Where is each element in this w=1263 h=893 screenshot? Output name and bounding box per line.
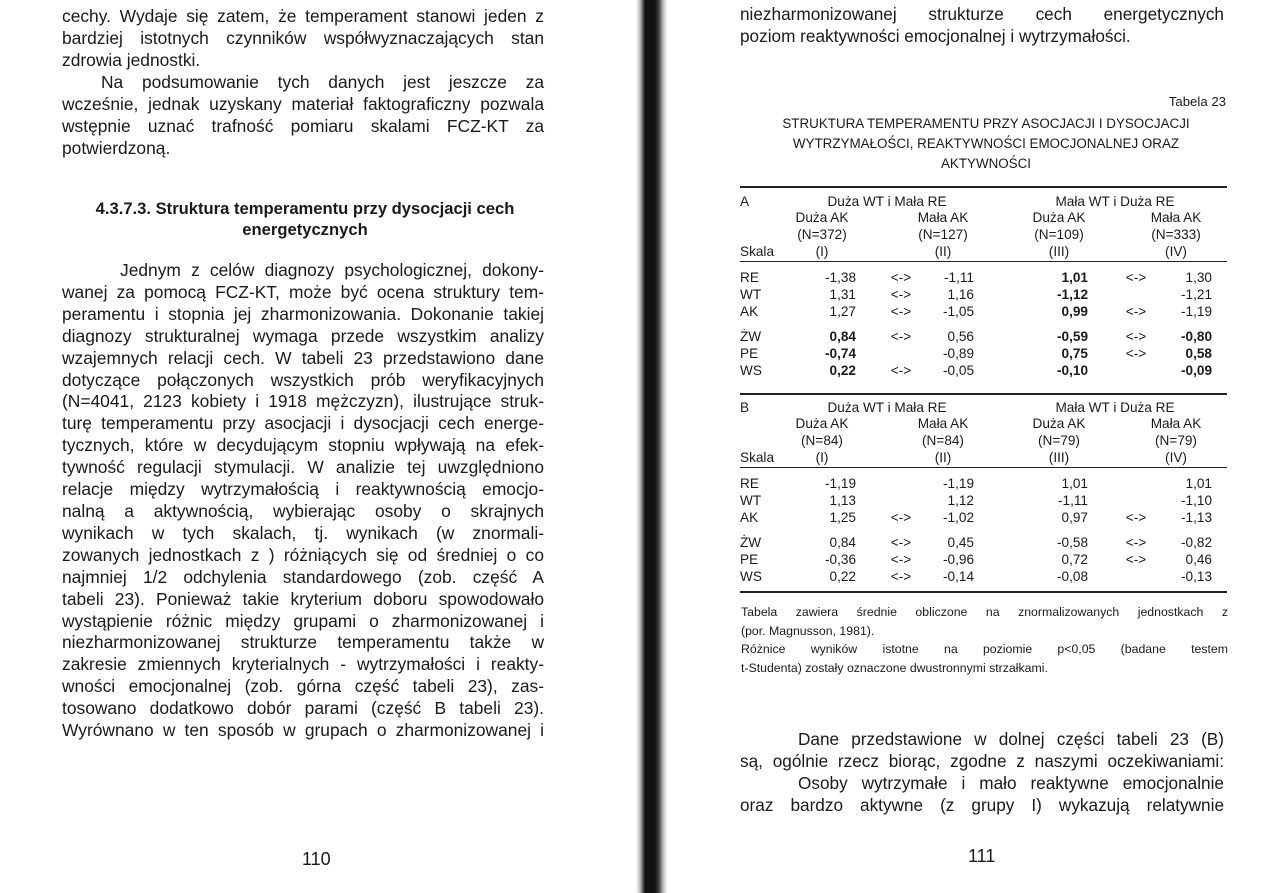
table-cell-value: 1,27 (829, 304, 856, 319)
text-line: wzajemnych relacji cech. W tabeli 23 przedstawiono dane (62, 347, 544, 368)
table-cell-value: 0,58 (1185, 346, 1212, 361)
note-line: t-Studenta) zostały oznaczone dwustronnymi strzałkami. (741, 660, 1048, 675)
table-row-scale: PE (740, 552, 759, 567)
table-cell-value: -0,96 (943, 552, 974, 567)
significance-arrow: <-> (1125, 346, 1147, 361)
text-line: zowanych jednostkach z ) różniących się od średniej o co (62, 544, 544, 565)
table-group-header: Mała WT i Duża RE (1055, 194, 1175, 209)
table-label: Tabela 23 (1168, 94, 1226, 109)
table-cell-value: 0,72 (1061, 552, 1088, 567)
table-cell-value: -1,19 (825, 476, 856, 491)
table-top-rule (740, 186, 1227, 188)
table-row-scale: AK (740, 510, 759, 525)
table-header-rule (740, 467, 1227, 468)
table-cell-value: 1,01 (1061, 476, 1088, 491)
note-line: (por. Magnusson, 1981). (741, 623, 875, 638)
table-cell-value: -0,36 (825, 552, 856, 567)
table-column-roman: (I) (815, 244, 829, 259)
table-row-scale: RE (740, 270, 759, 285)
table-cell-value: -0,58 (1057, 535, 1088, 550)
significance-arrow: <-> (890, 535, 912, 550)
text-line: wynikach w tych skalach, tj. wynikach (w znormali- (62, 522, 544, 543)
text-line: Jednym z celów diagnozy psychologicznej, dokony- (120, 260, 544, 280)
table-row-scale: WT (740, 287, 762, 302)
table-section-a (740, 190, 1227, 390)
text-line: relacje między wytrzymałością i reaktywnością emocjo- (62, 479, 544, 500)
text-line: turę temperamentu przy asocjacji i dysocjacji cech energe- (62, 413, 544, 434)
table-cell-value: -1,02 (943, 510, 974, 525)
table-cell-value: -0,10 (1057, 363, 1088, 378)
text-line: najmniej 1/2 odchylenia standardowego (zob. część A (62, 566, 544, 587)
table-cell-value: -0,14 (943, 569, 974, 584)
table-middle-rule (740, 393, 1227, 395)
table-cell-value: 0,46 (1185, 552, 1212, 567)
table-column-roman: (III) (1048, 244, 1070, 259)
table-scale-label: Skala (740, 244, 775, 259)
paragraph-continuation (740, 4, 1224, 48)
table-notes (741, 603, 1228, 677)
table-cell-value: -0,05 (943, 363, 974, 378)
table-title-line: AKTYWNOŚCI (940, 156, 1032, 171)
significance-arrow: <-> (1125, 304, 1147, 319)
text-line: tycznych, które w decydującym stopniu wpływają na efek- (62, 435, 544, 456)
table-cell-value: -1,13 (1181, 510, 1212, 525)
text-line: zdrowia jednostki. (62, 49, 201, 70)
table-cell-value: -1,11 (944, 270, 974, 285)
text-line: dotyczące połączonych wszystkich prób weryfikacyjnych (62, 369, 544, 390)
table-column-roman: (IV) (1165, 450, 1187, 465)
text-line: zakresie zmiennych kryterialnych - wytrzymałości i reakty- (62, 654, 544, 675)
table-column-n: (N=79) (1155, 433, 1197, 448)
table-cell-value: -0,09 (1181, 363, 1212, 378)
significance-arrow: <-> (890, 363, 912, 378)
table-cell-value: -1,11 (1058, 493, 1088, 508)
table-row-scale: WT (740, 493, 762, 508)
table-row-scale: RE (740, 476, 759, 491)
table-title (738, 114, 1234, 174)
table-cell-value: -1,38 (825, 270, 856, 285)
table-column-header: Mała AK (1150, 210, 1202, 225)
table-group-header: Mała WT i Duża RE (1055, 400, 1175, 415)
significance-arrow: <-> (890, 329, 912, 344)
text-line: wcześnie, jednak uzyskany materiał faktograficzny pozwala (62, 93, 544, 114)
table-cell-value: 1,25 (829, 510, 856, 525)
table-column-header: Duża AK (1032, 210, 1086, 225)
table-column-n: (N=84) (922, 433, 964, 448)
text-line: nalną a aktywnością, wybierając osoby o skrajnych (62, 500, 544, 521)
text-line: tabeli 23). Ponieważ takie kryterium doboru spowodowało (62, 588, 544, 609)
table-cell-value: -0,08 (1057, 569, 1088, 584)
table-column-header: Duża AK (795, 210, 849, 225)
table-column-n: (N=333) (1151, 227, 1201, 242)
table-column-n: (N=372) (797, 227, 847, 242)
table-cell-value: -0,74 (825, 346, 856, 361)
table-column-n: (N=109) (1034, 227, 1084, 242)
table-cell-value: -0,80 (1181, 329, 1212, 344)
note-line: Tabela zawiera średnie obliczone na znormalizowanych jednostkach z (741, 605, 1228, 619)
significance-arrow: <-> (1125, 535, 1147, 550)
right-page (668, 0, 1263, 893)
text-line: wności emocjonalnej (zob. górna część tabeli 23), zas- (62, 676, 544, 697)
text-line: poziom reaktywności emocjonalnej i wytrzymałości. (740, 25, 1131, 46)
text-line: Osoby wytrzymałe i mało reaktywne emocjonalnie (798, 772, 1224, 793)
note-line: Różnice wyników istotne na poziomie p<0,05 (badane testem (741, 642, 1228, 656)
table-column-header: Mała AK (917, 210, 969, 225)
table-cell-value: -1,21 (1181, 287, 1212, 302)
text-line: Na podsumowanie tych danych jest jeszcze za (101, 72, 544, 92)
text-line: bardziej istotnych czynników współwyznaczających stan (62, 27, 544, 48)
table-cell-value: 1,13 (829, 493, 856, 508)
table-cell-value: 0,45 (947, 535, 974, 550)
table-cell-value: -0,59 (1057, 329, 1088, 344)
book-spine (636, 0, 668, 893)
table-title-line: WYTRZYMAŁOŚCI, REAKTYWNOŚCI EMOCJONALNEJ ORAZ (792, 136, 1180, 151)
table-row-scale: WS (740, 569, 762, 584)
table-cell-value: -1,12 (1057, 287, 1088, 302)
table-cell-value: 0,97 (1061, 510, 1088, 525)
significance-arrow: <-> (890, 569, 912, 584)
table-column-n: (N=79) (1038, 433, 1080, 448)
table-row-scale: ŻW (740, 329, 762, 344)
table-cell-value: 1,31 (829, 287, 856, 302)
table-header-rule (740, 261, 1227, 262)
text-line: są, ogólnie rzecz biorąc, zgodne z naszymi oczekiwaniami: (740, 750, 1224, 771)
table-group-header: Duża WT i Mała RE (827, 400, 947, 415)
significance-arrow: <-> (890, 552, 912, 567)
table-cell-value: -0,89 (943, 346, 974, 361)
table-column-roman: (IV) (1165, 244, 1187, 259)
table-row-scale: PE (740, 346, 759, 361)
table-section-letter: B (740, 400, 750, 415)
text-line: niezharmonizowanej strukturze temperamentu także w (62, 632, 544, 653)
table-cell-value: 0,84 (829, 329, 856, 344)
table-cell-value: 0,56 (947, 329, 974, 344)
text-line: tywność regulacji stymulacji. W analizie tej uwzględniono (62, 457, 544, 478)
table-group-header: Duża WT i Mała RE (827, 194, 947, 209)
text-line: Dane przedstawione w dolnej części tabeli 23 (B) (798, 729, 1224, 749)
text-line: wystąpienie różnic między grupami o zharmonizowanej i (62, 610, 544, 631)
table-cell-value: -1,10 (1181, 493, 1212, 508)
table-column-roman: (III) (1048, 450, 1070, 465)
table-cell-value: 0,22 (829, 363, 856, 378)
significance-arrow: <-> (1125, 329, 1147, 344)
text-line: (N=4041, 2123 kobiety i 1918 mężczyzn), ilustrujące struk- (62, 391, 544, 412)
page-number: 111 (968, 846, 996, 866)
table-section-letter: A (740, 194, 750, 209)
text-line: peramentu i stopnia jej zharmonizowania. Dokonanie takiej (62, 303, 544, 324)
table-cell-value: 1,01 (1061, 270, 1088, 285)
paragraph-main (62, 260, 544, 742)
table-column-header: Duża AK (1032, 416, 1086, 431)
table-row-scale: AK (740, 304, 759, 319)
table-cell-value: 0,99 (1061, 304, 1088, 319)
table-cell-value: -0,82 (1181, 535, 1212, 550)
table-column-roman: (II) (934, 244, 952, 259)
text-line: cechy. Wydaje się zatem, że temperament stanowi jeden z (62, 6, 544, 26)
significance-arrow: <-> (1125, 510, 1147, 525)
text-line: oraz bardzo aktywne (z grupy I) wykazują relatywnie (740, 794, 1224, 815)
table-column-n: (N=127) (918, 227, 968, 242)
text-line: tosowano dodatkowo dobór parami (część B tabeli 23). (62, 698, 544, 719)
significance-arrow: <-> (890, 304, 912, 319)
paragraph-continuation (62, 6, 544, 72)
table-cell-value: 1,01 (1185, 476, 1212, 491)
table-cell-value: 1,30 (1185, 270, 1212, 285)
significance-arrow: <-> (890, 510, 912, 525)
text-line: Wyrównano w ten sposób w grupach o zharmonizowanej i (62, 720, 544, 741)
table-cell-value: -1,05 (943, 304, 974, 319)
heading-line: energetycznych (242, 220, 368, 239)
table-title-line: STRUKTURA TEMPERAMENTU PRZY ASOCJACJI I DYSOCJACJI (782, 116, 1190, 131)
table-cell-value: 1,16 (947, 287, 974, 302)
paragraph-summary (62, 72, 544, 160)
significance-arrow: <-> (890, 270, 912, 285)
text-line: wstępnie uznać trafność pomiaru skalami FCZ-KT za (62, 115, 544, 136)
table-column-roman: (I) (815, 450, 829, 465)
text-line: diagnozy strukturalnej wymaga przede wszystkim analizy (62, 325, 544, 346)
table-column-header: Duża AK (795, 416, 849, 431)
significance-arrow: <-> (890, 287, 912, 302)
table-cell-value: -1,19 (1181, 304, 1212, 319)
table-bottom-rule (740, 591, 1227, 593)
table-scale-label: Skala (740, 450, 775, 465)
significance-arrow: <-> (1125, 270, 1147, 285)
table-cell-value: -1,19 (943, 476, 974, 491)
paragraph-discussion (740, 729, 1224, 817)
table-column-header: Mała AK (1150, 416, 1202, 431)
section-heading (66, 198, 544, 240)
table-cell-value: -0,13 (1181, 569, 1212, 584)
table-cell-value: 0,75 (1061, 346, 1088, 361)
table-row-scale: ŻW (740, 535, 762, 550)
page-number: 110 (302, 849, 331, 869)
heading-line: 4.3.7.3. Struktura temperamentu przy dysocjacji cech (95, 199, 515, 218)
table-cell-value: 0,84 (829, 535, 856, 550)
significance-arrow: <-> (1125, 552, 1147, 567)
table-column-header: Mała AK (917, 416, 969, 431)
text-line: niezharmonizowanej strukturze cech energetycznych (740, 4, 1224, 24)
table-cell-value: 0,22 (829, 569, 856, 584)
text-line: wanej za pomocą FCZ-KT, może być ocena struktury tem- (62, 281, 544, 302)
table-cell-value: 1,12 (947, 493, 974, 508)
text-line: potwierdzoną. (62, 137, 171, 158)
table-section-b (740, 396, 1227, 588)
table-row-scale: WS (740, 363, 762, 378)
table-column-roman: (II) (934, 450, 952, 465)
table-column-n: (N=84) (801, 433, 843, 448)
